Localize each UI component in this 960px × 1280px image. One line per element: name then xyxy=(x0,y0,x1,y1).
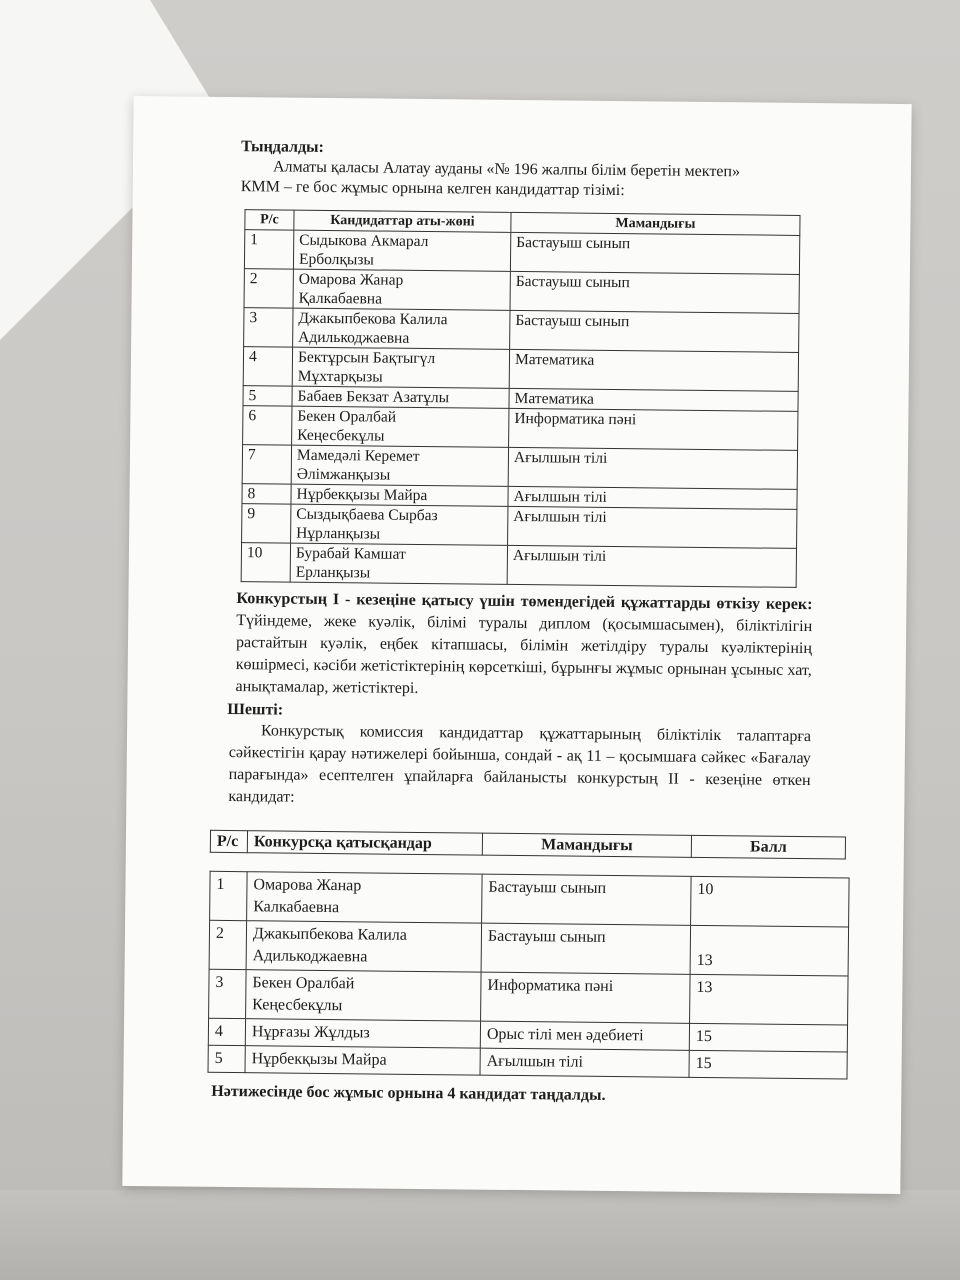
result-name xyxy=(245,1046,480,1075)
table-row xyxy=(241,543,796,588)
result-name-line-2: Адилькоджаевна xyxy=(252,947,368,966)
documents-paragraph xyxy=(235,588,812,704)
results-table xyxy=(208,871,850,1080)
result-name-line-2: Калкабаевна xyxy=(253,898,340,917)
result-name-line-1: Омарова Жанар xyxy=(253,876,362,895)
decided-text: Конкурстық комиссия кандидаттар құжаттарының біліктілік талаптарға сәйкестігін қарау нәтижелері бойынша, сондай - ақ 11 – қосымшаға сәйкес «Бағалау парағында» есептелген ұпайларға байланысты конкурстың II - кезеңіне өткен кандидат: xyxy=(228,722,812,806)
row-name-line-1: Джакыпбекова Калила xyxy=(298,309,448,329)
table-row xyxy=(242,504,797,549)
row-num: 10 xyxy=(241,543,290,583)
row-name-line-1: Мамедәлі Керемет xyxy=(296,446,420,465)
result-name xyxy=(246,921,482,972)
row-spec: Бастауыш сынып xyxy=(510,271,799,313)
heard-line-1: Алматы қаласы Алатау ауданы «№ 196 жалпы білім беретін мектеп» xyxy=(272,158,741,181)
table-row xyxy=(242,445,797,490)
row-name-line-1: Сыздықбаева Сырбаз xyxy=(296,505,438,525)
table-row xyxy=(208,1045,847,1079)
result-spec: Бастауыш сынып xyxy=(481,923,691,974)
result-name-line-1: Бекен Оралбай xyxy=(252,974,355,993)
result-text: Нәтижесінде бос жұмыс орнына 4 кандидат таңдалды. xyxy=(211,1082,606,1104)
row-name xyxy=(292,406,509,447)
documents-bold: Конкурстың I - кезеңіне қатысу үшін төмендегідей құжаттарды өткізу керек: xyxy=(236,590,813,614)
row-spec: Бастауыш сынып xyxy=(510,232,799,274)
row-spec: Ағылшын тілі xyxy=(508,486,797,509)
result-spec: Бастауыш сынып xyxy=(482,874,692,925)
heard-line-2: КММ – ге бос жұмыс орнына келген кандидаттар тізімі: xyxy=(240,178,625,200)
table-row xyxy=(209,969,848,1025)
row-spec: Математика xyxy=(509,349,798,391)
row-num: 1 xyxy=(244,230,293,270)
result-name xyxy=(245,1019,480,1048)
row-name-line-1: Омарова Жанар xyxy=(298,270,404,289)
result-score: 13 xyxy=(690,925,849,976)
result-score: 15 xyxy=(689,1050,847,1079)
table-row xyxy=(244,230,799,275)
row-name xyxy=(291,504,508,545)
result-num: 4 xyxy=(208,1018,245,1045)
result-spec: Орыс тілі мен әдебиеті xyxy=(480,1021,689,1050)
heard-title: Тыңдалды: xyxy=(241,138,325,156)
result-name-line-2: Кеңесбекұлы xyxy=(252,996,343,1015)
row-name-line-2: Мұхтарқызы xyxy=(297,367,383,386)
row-spec: Информатика пәні xyxy=(509,408,798,450)
document-content xyxy=(211,137,817,1107)
result-num: 1 xyxy=(210,871,248,920)
row-name-line-2: Адилькоджаевна xyxy=(298,328,410,347)
table-row xyxy=(209,920,848,976)
header-spec: Мамандығы xyxy=(511,212,800,235)
candidates-table xyxy=(241,209,801,588)
row-name-line-1: Бурабай Камшат xyxy=(295,544,406,563)
row-name xyxy=(293,230,510,271)
row-num: 2 xyxy=(244,269,293,309)
row-num: 6 xyxy=(243,406,292,446)
results-header-name: Конкурсқа қатысқандар xyxy=(247,831,482,855)
row-num: 7 xyxy=(242,445,291,485)
row-name xyxy=(293,269,510,310)
result-score: 15 xyxy=(689,1023,847,1052)
results-header-num: Р/с xyxy=(210,830,247,852)
row-name-line-1: Бектұрсын Бақтыгүл xyxy=(297,348,436,368)
result-num: 5 xyxy=(208,1045,245,1072)
row-name-line-2: Ерланқызы xyxy=(295,563,371,582)
desk-surface xyxy=(0,1190,960,1280)
result-score: 13 xyxy=(690,974,849,1025)
result-name-line-1: Нұрғазы Жұлдыз xyxy=(251,1023,370,1042)
table-row xyxy=(210,871,849,927)
table-row xyxy=(243,347,798,392)
row-spec: Ағылшын тілі xyxy=(508,447,797,489)
row-num: 8 xyxy=(242,484,291,505)
documents-text: Түйіндеме, жеке куәлік, білімі туралы диплом (қосымшасымен), біліктілігін растайтын куәлік, еңбек кітапшасы, білімін жетілдіру туралы куәліктерінің көшірмесі, кәсіби жетістіктерінің көрсеткіші, бұрынғы жұмыс орнынан ұсыныс хат, анықтамалар, жетістіктері. xyxy=(235,612,813,697)
row-name-line-1: Нұрбекқызы Майра xyxy=(296,485,428,505)
row-name-line-1: Бекен Оралбай xyxy=(297,407,397,426)
document-page xyxy=(122,96,911,1194)
table-row xyxy=(244,308,799,353)
result-name xyxy=(246,970,482,1021)
row-num: 4 xyxy=(243,347,292,387)
row-spec: Бастауыш сынып xyxy=(510,310,799,352)
row-num: 5 xyxy=(243,386,292,407)
table-row xyxy=(244,269,799,314)
results-header-spec: Мамандығы xyxy=(482,833,691,857)
results-header-score: Балл xyxy=(691,835,845,859)
header-num: Р/с xyxy=(245,210,294,231)
result-score: 10 xyxy=(691,876,850,927)
row-name-line-2: Әлімжанқызы xyxy=(296,465,391,484)
header-name: Кандидаттар аты-жөні xyxy=(294,210,511,232)
row-spec: Математика xyxy=(509,388,798,411)
result-name xyxy=(247,872,483,923)
result-spec: Ағылшын тілі xyxy=(480,1048,689,1077)
row-name xyxy=(291,445,508,486)
result-name-line-1: Джакыпбекова Калила xyxy=(252,925,407,944)
result-spec: Информатика пәні xyxy=(481,972,691,1023)
decided-title: Шешті: xyxy=(227,700,284,719)
row-name xyxy=(291,484,508,506)
row-spec: Ағылшын тілі xyxy=(508,506,797,548)
row-name-line-2: Кеңесбекұлы xyxy=(297,426,385,445)
row-num: 3 xyxy=(244,308,293,348)
row-name xyxy=(292,386,509,408)
table-row xyxy=(243,406,798,451)
row-name-line-2: Ерболқызы xyxy=(298,250,374,269)
row-name xyxy=(292,347,509,388)
row-name-line-1: Сыдыкова Акмарал xyxy=(299,231,429,251)
row-name xyxy=(290,543,507,584)
result-num: 3 xyxy=(209,969,247,1018)
result-name-line-1: Нұрбекқызы Майра xyxy=(251,1050,387,1069)
row-name xyxy=(293,308,510,349)
row-name-line-1: Бабаев Бекзат Азатұлы xyxy=(297,387,450,407)
row-name-line-2: Қалкабаевна xyxy=(298,289,383,308)
result-num: 2 xyxy=(209,920,247,969)
row-spec: Ағылшын тілі xyxy=(507,545,796,587)
row-num: 9 xyxy=(242,504,291,544)
row-name-line-2: Нұрланқызы xyxy=(296,524,381,543)
results-table-header xyxy=(210,830,846,860)
